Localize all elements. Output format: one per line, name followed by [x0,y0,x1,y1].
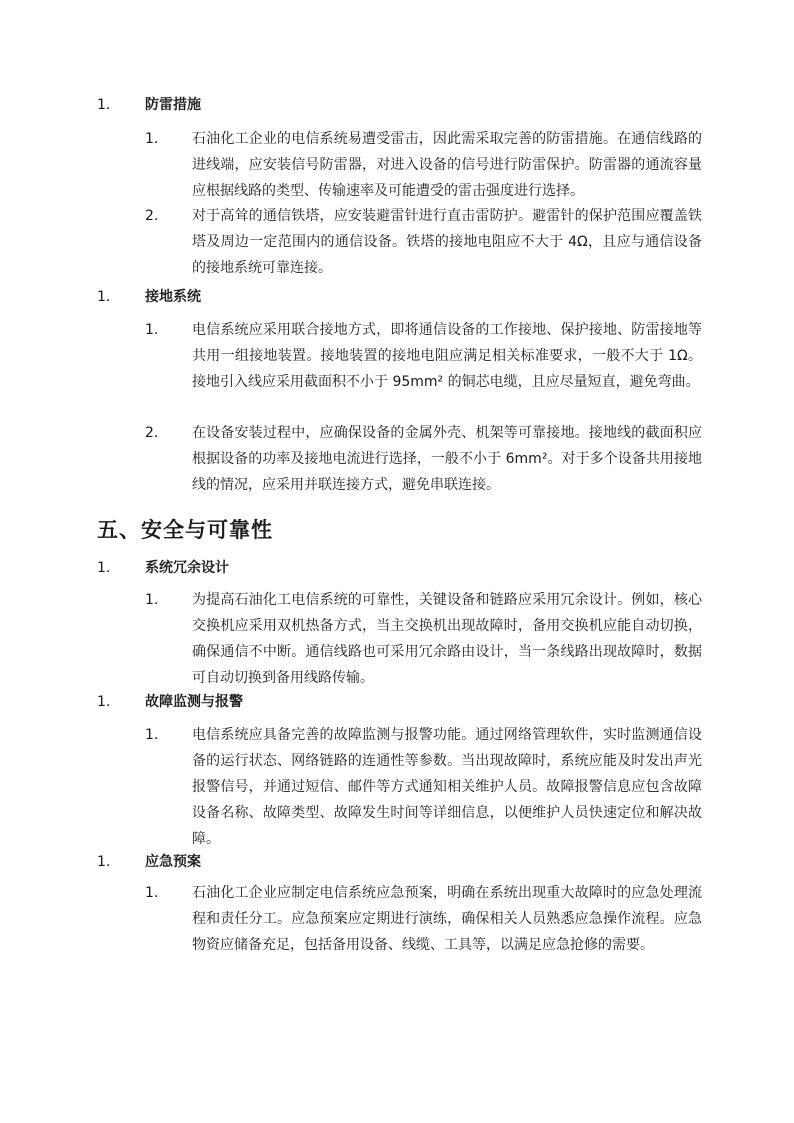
sub-heading-number: 1. [97,289,111,305]
sub-heading-title: 接地系统 [145,289,201,305]
list-item-text: 电信系统应具备完善的故障监测与报警功能。通过网络管理软件，实时监测通信设备的运行状态、网络链路的连通性等参数。当出现故障时，系统应能及时发出声光报警信号，并通过短信、邮件等方式通知相关维护人员。故障报警信息应包含故障设备名称、故障类型、故障发生时间等详细信息，以便维护人员快速定位和解决故障。 [192,727,702,847]
sub-heading-title: 故障监测与报警 [145,694,243,710]
sub-heading-title: 应急预案 [145,854,201,870]
list-item-text: 石油化工企业应制定电信系统应急预案，明确在系统出现重大故障时的应急处理流程和责任分工。应急预案应定期进行演练，确保相关人员熟悉应急操作流程。应急物资应储备充足，包括备用设备、线缆、工具等，以满足应急抢修的需要。 [192,885,702,953]
list-item-number: 2. [145,208,159,224]
section-heading: 五、安全与可靠性 [97,518,273,542]
sub-heading-title: 系统冗余设计 [145,560,229,576]
sub-heading-number: 1. [97,97,111,113]
list-item-text: 电信系统应采用联合接地方式，即将通信设备的工作接地、保护接地、防雷接地等共用一组接地装置。接地装置的接地电阻应满足相关标准要求，一般不大于 1Ω。接地引入线应采用截面积不小于 95mm² 的铜芯电缆，且应尽量短直，避免弯曲。 [192,322,702,390]
list-item-text: 在设备安装过程中，应确保设备的金属外壳、机架等可靠接地。接地线的截面积应根据设备的功率及接地电流进行选择，一般不小于 6mm²。对于多个设备共用接地线的情况，应采用并联连接方式，避免串联连接。 [192,425,702,493]
list-item-number: 1. [145,322,159,338]
list-item-number: 1. [145,885,159,901]
list-item-text: 为提高石油化工电信系统的可靠性，关键设备和链路应采用冗余设计。例如，核心交换机应采用双机热备方式，当主交换机出现故障时，备用交换机应能自动切换，确保通信不中断。通信线路也可采用冗余路由设计，当一条线路出现故障时，数据可自动切换到备用线路传输。 [192,592,702,686]
list-item-text: 对于高耸的通信铁塔，应安装避雷针进行直击雷防护。避雷针的保护范围应覆盖铁塔及周边一定范围内的通信设备。铁塔的接地电阻应不大于 4Ω，且应与通信设备的接地系统可靠连接。 [192,208,702,276]
sub-heading-number: 1. [97,560,111,576]
sub-heading-number: 1. [97,854,111,870]
sub-heading-title: 防雷措施 [145,97,201,113]
sub-heading-number: 1. [97,694,111,710]
list-item-number: 2. [145,425,159,441]
list-item-number: 1. [145,131,159,147]
list-item-number: 1. [145,592,159,608]
list-item-number: 1. [145,727,159,743]
list-item-text: 石油化工企业的电信系统易遭受雷击，因此需采取完善的防雷措施。在通信线路的进线端，应安装信号防雷器，对进入设备的信号进行防雷保护。防雷器的通流容量应根据线路的类型、传输速率及可能遭受的雷击强度进行选择。 [192,131,702,199]
